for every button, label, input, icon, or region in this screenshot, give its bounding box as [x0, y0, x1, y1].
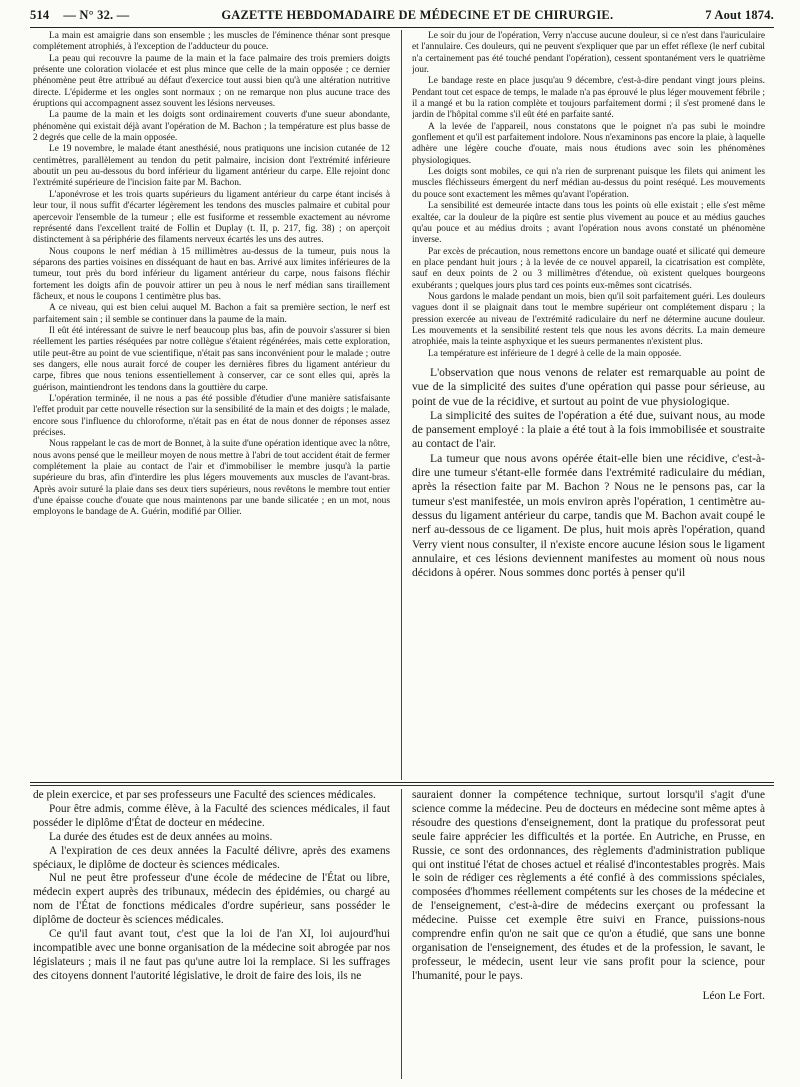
- paragraph: Le bandage reste en place jusqu'au 9 décembre, c'est-à-dire pendant vingt jours pleins. Pendant tout cet espace de temps, le malade n'a pas éprouvé le plus léger mouvement fébrile ; il a mangé et bu la ration complète et toujours parfaitement dormi ; il s'est promené dans le jardin de l'hôpital comme s'il eût été en parfaite santé.: [412, 76, 765, 121]
- paragraph: Pour être admis, comme élève, à la Faculté des sciences médicales, il faut posséder le diplôme d'État de docteur en médecine.: [33, 802, 390, 829]
- paragraph: Ce qu'il faut avant tout, c'est que la loi de l'an XI, loi aujourd'hui incompatible avec une bonne organisation de la médecine soit abrogée par nos législateurs ; mais il ne faut pas qu'une autre loi la remplace. Si les suffrages des citoyens donnent l'autorité législative, le droit de faire des lois, ils ne: [33, 928, 390, 982]
- paragraph: L'observation que nous venons de relater est remarquable au point de vue de la simplicité des suites d'une opération qui passe pour sérieuse, au point de vue de la récidive, et surtout au point de vue physiologique.: [412, 365, 765, 408]
- paragraph: Le 19 novembre, le malade étant anesthésié, nous pratiquons une incision cutanée de 12 centimètres, parallèlement au tendon du petit palmaire, incision dont l'extrémité inférieure aboutit un peu au-dessous du bord inférieur du ligament antérieur du carpe. Elle rejoint donc l'extrémité supérieure de l'incision faite par M. Bachon.: [33, 144, 390, 189]
- paragraph: Il eût été intéressant de suivre le nerf beaucoup plus bas, afin de pouvoir s'assurer si bien réellement les parties réséquées par notre collègue s'étaient régénérées, mais cette exploration, utile peut-être au point de vue scientifique, n'était pas sans inconvénient pour le malade ; outre ses dangers, elle nous aurait forcé de couper les dernières fibres du ligament antérieur du carpe, fibres que nous tenions essentiellement à conserver, car ce sont elles qui, après la guérison, maintiendront les tendons dans la gouttière du carpe.: [33, 325, 390, 393]
- paragraph: La durée des études est de deux années au moins.: [49, 830, 273, 843]
- paragraph: La main est amaigrie dans son ensemble ; les muscles de l'éminence thénar sont presque complétement atrophiés, à l'exception de l'adducteur du pouce.: [33, 31, 390, 53]
- paragraph: Nul ne peut être professeur d'une école de médecine de l'État ou libre, médecin expert auprès des tribunaux, médecin des épidémies, ou chargé au nom de l'État de fonctions médicales d'ordre supérieur, sans posséder le diplôme de docteur ès sciences médicales.: [33, 872, 390, 927]
- paragraph: Nous coupons le nerf médian à 15 millimètres au-dessus de la tumeur, puis nous la séparons des parties voisines en disséquant de haut en bas. Arrivé aux limites inférieures de la tumeur, tout près du bord inférieur du ligament antérieur du carpe, nous faisons fléchir fortement les doigts afin de pouvoir attirer un peu à nous le nerf médian sans tiraillement fâcheux, et nous le coupons 1 centimètre plus bas.: [33, 246, 390, 302]
- paragraph: Nous rappelant le cas de mort de Bonnet, à la suite d'une opération identique avec la nôtre, nous avons pensé que le meilleur moyen de nous mettre à l'abri de tout accident était de fermer complétement la plaie au contact de l'air et d'immobiliser le membre jusqu'à la partie supérieure du bras, afin d'interdire les plus légers mouvements aux muscles de l'avant-bras. Après avoir suturé la plaie dans ses deux tiers supérieurs, nous revêtons le membre tout entier d'une épaisse couche d'ouate que nous maintenons par une bande silicatée ; en un mot, nous employons le bandage de A. Guérin, modifié par Ollier.: [33, 439, 390, 518]
- discussion-section: [412, 366, 765, 580]
- page-number: 514: [30, 7, 50, 22]
- paragraph: A l'expiration de ces deux années la Faculté délivre, après des examens spéciaux, le diplôme de docteur ès sciences médicales.: [33, 844, 390, 871]
- paragraph: A la levée de l'appareil, nous constatons que le poignet n'a pas subi le moindre gonflement et qu'il est parfaitement indolore. Nous n'examinons pas encore la plaie, à laquelle adhère une légère couche d'ouate, mais nous étudions avec soin les phénomènes physiologiques.: [412, 121, 765, 166]
- paragraph: A ce niveau, qui est bien celui auquel M. Bachon a fait sa première section, le nerf est parfaitement sain ; il semble se continuer dans la paume de la main.: [33, 303, 390, 325]
- paragraph: Le soir du jour de l'opération, Verry n'accuse aucune douleur, si ce n'est dans l'auriculaire et l'annulaire. Ces douleurs, qui ne peuvent s'expliquer que par un effet réflexe (le nerf cubital n'a certainement pas été touché pendant l'opération), cessent spontanément vers le quatrième jour.: [412, 31, 765, 76]
- paragraph: de plein exercice, et par ses professeurs une Faculté des sciences médicales.: [33, 789, 376, 801]
- paragraph: La simplicité des suites de l'opération a été due, suivant nous, au mode de pansement employé : la plaie a été tout à la fois immobilisée et soustraite au contact de l'air.: [412, 408, 765, 451]
- top-right-column: [412, 31, 765, 779]
- section-rule-thin: [30, 785, 774, 786]
- bottom-left-column: [33, 789, 390, 1079]
- running-header: [30, 4, 774, 26]
- issue-date: 7 Aout 1874.: [705, 7, 774, 22]
- paragraph: La sensibilité est demeurée intacte dans tous les points où elle existait ; elle s'est même exaltée, car la douleur de la piqûre est sentie plus vivement au pouce et au médius gauches qu'au pouce et au médius droits ; avant l'opération nous avons constaté un phénomène inverse.: [412, 201, 765, 246]
- paragraph: L'opération terminée, il ne nous a pas été possible d'étudier d'une manière satisfaisante l'effet produit par cette nouvelle résection sur la sensibilité de la main et des doigts ; le malade, encore sous l'influence du chloroforme, n'était pas en état de nous donner de réponses assez précises.: [33, 394, 390, 439]
- section-rule: [30, 782, 774, 783]
- author-signature: Léon Le Fort.: [702, 989, 765, 1002]
- paragraph: La peau qui recouvre la paume de la main et la face palmaire des trois premiers doigts présente une coloration violacée et est plus mince que celle de la main opposée ; ce dernier phénomène peut être attribué au défaut d'exercice tout aussi bien qu'à une altération nutritive directe. L'épiderme et les ongles sont normaux ; on ne remarque non plus aucune trace des éruptions qui accompagnent assez souvent les lésions nerveuses.: [33, 53, 390, 110]
- journal-title: GAZETTE HEBDOMADAIRE DE MÉDECINE ET DE CHIRURGIE.: [221, 7, 614, 22]
- bottom-right-column: [412, 789, 765, 1079]
- header-rule: [30, 27, 774, 28]
- issue-number: — N° 32. —: [63, 7, 130, 22]
- paragraph: L'aponévrose et les trois quarts supérieurs du ligament antérieur du carpe étant incisés à leur tour, il nous suffit d'écarter légèrement les tendons des muscles palmaire et cubital pour apercevoir l'ensemble de la tumeur ; elle est fusiforme et ressemble exactement au névrome représenté dans l'excellent traité de Follin et Duplay (t. II, p. 217, fig. 38) ; on aperçoit distinctement à sa périphérie des filaments nerveux écartés les uns des autres.: [33, 189, 390, 246]
- paragraph: Nous gardons le malade pendant un mois, bien qu'il soit parfaitement guéri. Les douleurs vagues dont il se plaignait dans tout le membre supérieur ont complétement disparu ; la pression exercée au niveau de l'extrémité radiculaire du nerf ne détermine aucune douleur. Les mouvements et la sensibilité restent tels que nous les avons décrits. La main demeure atrophiée, mais la teinte asphyxique et les sueurs permanentes n'existent plus.: [412, 291, 765, 348]
- paragraph: La tumeur que nous avons opérée était-elle bien une récidive, c'est-à-dire une tumeur s'étant-elle formée dans l'extrémité radiculaire du médian, après la résection faite par M. Bachon ? Nous ne le pensons pas, car la tumeur s'est manifestée, un mois environ après l'opération, 1 centimètre au-dessus du ligament antérieur du carpe, tandis que M. Bachon avait coupé le nerf au-dessous de ce ligament. De plus, huit mois après l'opération, quand Verry vient nous consulter, il n'existe encore aucune lésion sous le ligament annulaire, et ces lésions deviennent manifestes au moment où nous nous décidons à opérer. Nous sommes donc portés à penser qu'il: [412, 451, 765, 580]
- paragraph: La température est inférieure de 1 degré à celle de la main opposée.: [428, 348, 682, 359]
- paragraph: sauraient donner la compétence technique, surtout lorsqu'il s'agit d'une science comme la médecine. Peu de docteurs en médecine sont même aptes à résoudre des questions d'enseignement, dont la pratique du professorat peut seule faire apprécier les difficultés et la portée. En Autriche, en Prusse, en Russie, ce sont des ordonnances, des règlements d'administration publique qui ont institué l'état de choses actuel et réalisé d'incontestables progrès. Mais le soin de rédiger ces règlements a été confié à des commissions spéciales, composées d'hommes réellement compétents sur les choses de la médecine et de l'enseignement, c'est-à-dire de médecins exerçant ou professant la médecine. Puisse cet exemple être suivi en France, puissions-nous comprendre enfin qu'on ne sait que ce qu'on a étudié, que sans une bonne organisation de l'enseignement, des études et de la profession, le savant, le professeur, le médecin, usent leur vie sans profit pour la science, pour l'humanité, pour le pays.: [412, 789, 765, 982]
- top-left-column: [33, 31, 390, 779]
- paragraph: Par excès de précaution, nous remettons encore un bandage ouaté et silicaté qui demeure en place pendant huit jours ; à la levée de ce nouvel appareil, la cicatrisation est complète, sauf en deux points de 2 ou 3 millimètres d'étendue, où existent quelques bourgeons exubérants ; quelques jours plus tard ces points eux-mêmes sont cicatrisés.: [412, 246, 765, 291]
- paragraph: Les doigts sont mobiles, ce qui n'a rien de surprenant puisque les filets qui animent les muscles fléchisseurs émergent du nerf médian au-dessus du point reséqué. Les mouvements du pouce sont exactement les mêmes qu'avant l'opération.: [412, 167, 765, 200]
- paragraph: La paume de la main et les doigts sont ordinairement couverts d'une sueur abondante, phénomène qui existait déjà avant l'opération de M. Bachon ; la température est plus basse de 2 degrés que celle de la main opposée.: [33, 110, 390, 144]
- column-divider-bottom: [401, 789, 402, 1079]
- column-divider-top: [401, 30, 402, 780]
